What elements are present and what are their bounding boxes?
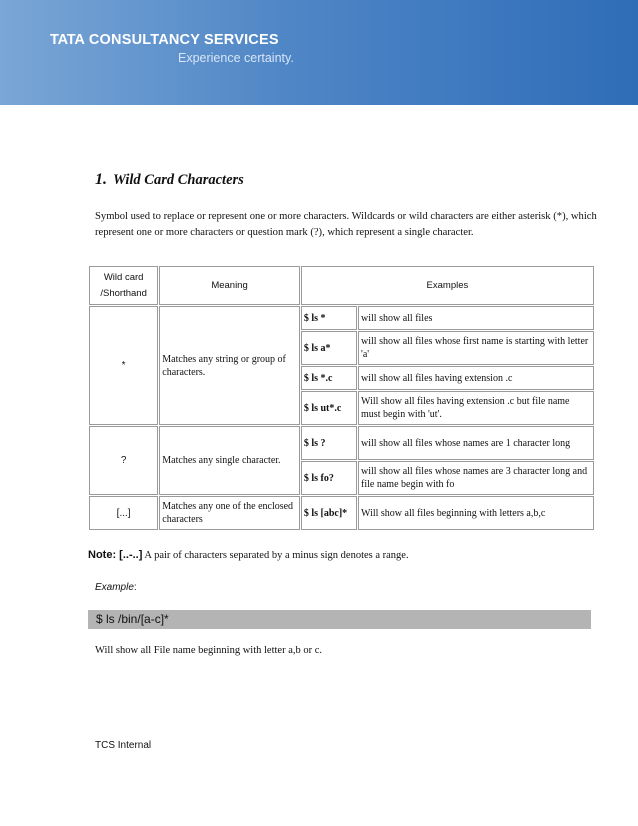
example-command: $ ls ? bbox=[301, 426, 357, 460]
table-row bbox=[89, 496, 594, 530]
header-wildcard: Wild card /Shorthand bbox=[89, 266, 158, 305]
example-colon: : bbox=[133, 582, 137, 593]
table-header-row bbox=[89, 266, 594, 305]
example-description: will show all files having extension .c bbox=[358, 366, 594, 390]
note-line bbox=[88, 549, 409, 561]
example-label: Example bbox=[95, 582, 134, 593]
section-title: Wild Card Characters bbox=[113, 172, 244, 188]
example-command: $ ls * bbox=[301, 306, 357, 330]
footer-classification: TCS Internal bbox=[95, 740, 152, 751]
brand-tagline: Experience certainty. bbox=[178, 51, 294, 65]
intro-paragraph: Symbol used to replace or represent one or more characters. Wildcards or wild characters are either asterisk (*), which represent one or more characters or question mark (?), which represent a single character. bbox=[95, 211, 597, 238]
example-command: $ ls *.c bbox=[301, 366, 357, 390]
example-command: $ ls fo? bbox=[301, 461, 357, 495]
brand-tata: TATA bbox=[50, 32, 85, 48]
brand-logo bbox=[50, 32, 279, 48]
brand-name: CONSULTANCY SERVICES bbox=[88, 32, 279, 48]
example-command: $ ls [abc]* bbox=[301, 496, 357, 530]
example-command: $ ls ut*.c bbox=[301, 391, 357, 425]
header-meaning: Meaning bbox=[159, 266, 300, 305]
wildcard-meaning: Matches any one of the enclosed characters bbox=[159, 496, 300, 530]
wildcard-meaning: Matches any single character. bbox=[159, 426, 300, 495]
wildcard-meaning: Matches any string or group of characters. bbox=[159, 306, 300, 425]
code-text: $ ls /bin/[a-c]* bbox=[96, 612, 169, 626]
note-text: A pair of characters separated by a minus sign denotes a range. bbox=[142, 550, 409, 561]
table-row bbox=[89, 426, 594, 460]
example-result: Will show all File name beginning with letter a,b or c. bbox=[95, 645, 323, 656]
example-description: Will show all files having extension .c but file name must begin with 'ut'. bbox=[358, 391, 594, 425]
note-label: Note: [..-..] bbox=[88, 549, 143, 561]
wildcard-table bbox=[88, 265, 595, 531]
wildcard-symbol: * bbox=[89, 306, 158, 425]
header-banner bbox=[0, 0, 638, 105]
code-block bbox=[88, 610, 591, 629]
table-row bbox=[89, 306, 594, 330]
example-description: will show all files whose names are 3 character long and file name begin with fo bbox=[358, 461, 594, 495]
section-number: 1. bbox=[95, 171, 107, 188]
example-heading bbox=[95, 582, 137, 593]
example-description: will show all files bbox=[358, 306, 594, 330]
section-heading bbox=[95, 171, 244, 189]
header-examples: Examples bbox=[301, 266, 594, 305]
example-command: $ ls a* bbox=[301, 331, 357, 365]
example-description: Will show all files beginning with letters a,b,c bbox=[358, 496, 594, 530]
example-description: will show all files whose names are 1 character long bbox=[358, 426, 594, 460]
wildcard-symbol: ? bbox=[89, 426, 158, 495]
wildcard-symbol: [...] bbox=[89, 496, 158, 530]
example-description: will show all files whose first name is starting with letter 'a' bbox=[358, 331, 594, 365]
